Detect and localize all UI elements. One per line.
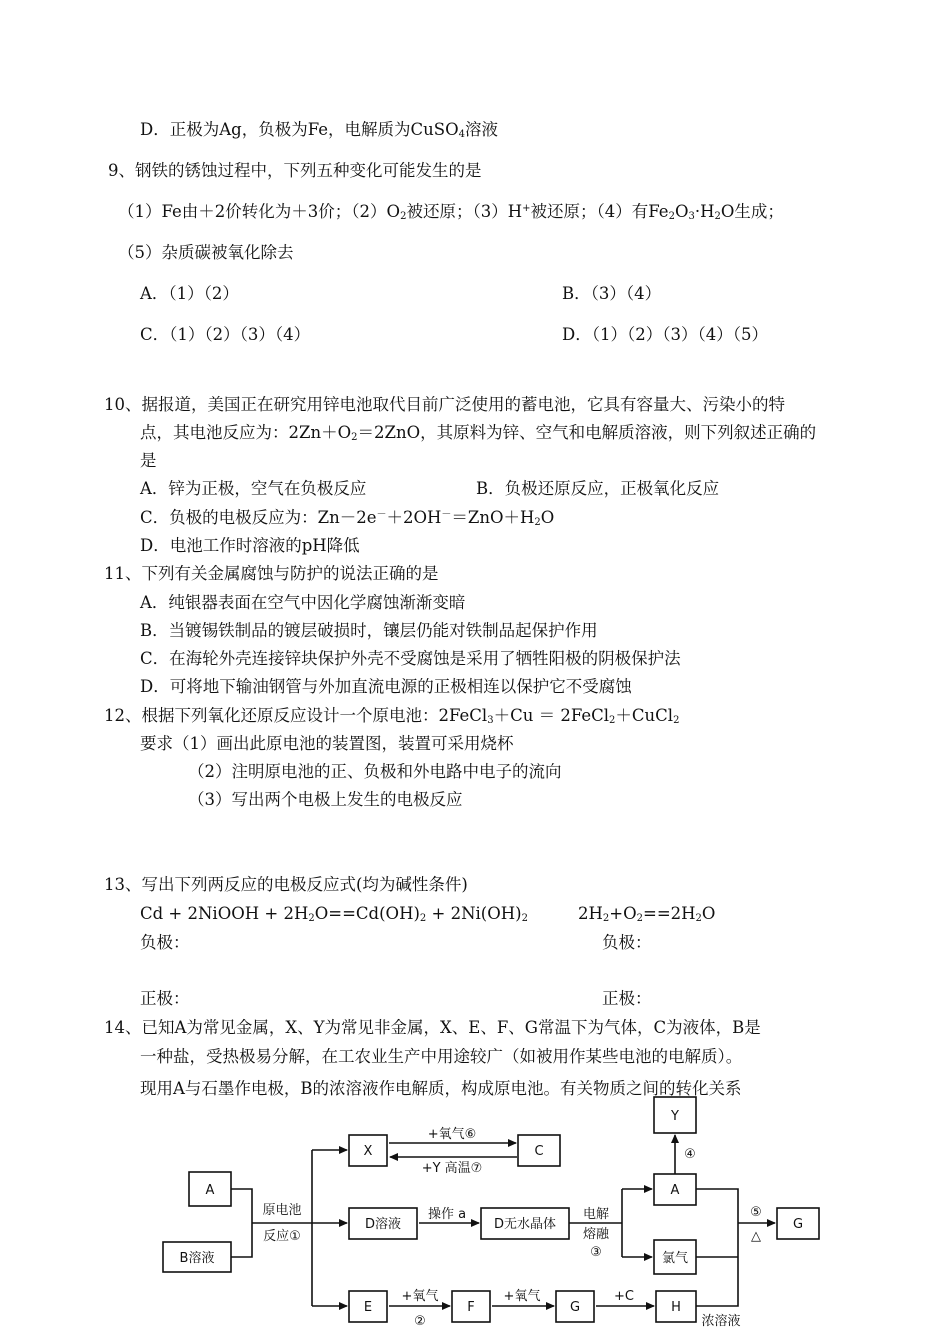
q13-negative-label-1: 负极：: [140, 933, 190, 952]
q9-option-d: D．（1）（2）（3）（4）（5）: [562, 325, 768, 344]
label-y-high-temp-7: +Y 高温⑦: [421, 1161, 483, 1176]
q9-stem: 9、钢铁的锈蚀过程中，下列五种变化可能发生的是: [108, 161, 482, 180]
q10-option-d: D．电池工作时溶液的pH降低: [140, 536, 360, 555]
label-x: X: [363, 1144, 373, 1159]
q13-equation-2: $2H_2+O_2==2H_2O$: [578, 904, 716, 924]
label-oxygen-f: +氧气: [503, 1289, 541, 1304]
connector-right: [696, 1189, 738, 1306]
label-g: G: [792, 1217, 804, 1232]
q12-requirement-2: （2）注明原电池的正、负极和外电路中电子的流向: [188, 762, 562, 781]
label-c: C: [534, 1144, 544, 1159]
q10-stem-line1: 10、据报道，美国正在研究用锌电池取代目前广泛使用的蓄电池，它具有容量大、污染小的特: [104, 395, 785, 414]
q13-positive-label-2: 正极：: [602, 989, 652, 1008]
label-d-crystal: D无水晶体: [493, 1217, 557, 1232]
label-molten: 熔融: [582, 1227, 610, 1242]
label-y: Y: [671, 1109, 679, 1124]
q14-stem-line3: 现用A与石墨作电极，B的浓溶液作电解质，构成原电池。有关物质之间的转化关系: [140, 1079, 742, 1098]
q9-option-b: B．（3）（4）: [562, 284, 662, 303]
q9-items-line1: （1）Fe由＋2价转化为＋3价；$(2)O_2$被还原；（3）H+被还原；（4）有$Fe_2O_3\cdot H_2O$生成；: [118, 202, 784, 222]
q10-option-c: C．负极的电极反应为：$Zn-2e^-+2OH^-=ZnO+H_2O$: [140, 508, 555, 528]
q10-stem-line2: 点，其电池反应为：$2Zn+O_2=2ZnO$，其原料为锌、空气和电解质溶液，则下列叙述正确的: [140, 423, 817, 443]
q11-option-a: A．纯银器表面在空气中因化学腐蚀渐渐变暗: [140, 593, 466, 612]
q13-positive-label-1: 正极：: [140, 989, 190, 1008]
label-concentrated-solution: 浓溶液: [701, 1314, 741, 1329]
q10-option-b: B．负极还原反应，正极氧化反应: [476, 479, 720, 498]
label-step-4: ④: [684, 1147, 696, 1162]
q13-negative-label-2: 负极：: [602, 933, 652, 952]
q14-stem-line2: 一种盐，受热极易分解，在工农业生产中用途较广（如被用作某些电池的电解质）。: [140, 1047, 743, 1066]
label-heat: △: [751, 1229, 761, 1244]
label-plus-c: +C: [614, 1289, 634, 1304]
q9-items-line2: （5）杂质碳被氧化除去: [118, 243, 294, 262]
connector-a-b: [231, 1189, 252, 1257]
label-a: A: [205, 1183, 215, 1198]
q13-equation-1: Cd + 2NiOOH + $2H_2O==Cd(OH)_2 + 2Ni(OH)_2$: [140, 904, 528, 924]
label-e: E: [363, 1300, 373, 1315]
q9-option-a: A．（1）（2）: [140, 284, 239, 303]
label-chlorine: 氯气: [661, 1251, 689, 1266]
label-f: F: [467, 1300, 475, 1315]
q9-option-c: C．（1）（2）（3）（4）: [140, 325, 311, 344]
label-a2: A: [670, 1183, 680, 1198]
label-primary-cell: 原电池: [262, 1203, 302, 1218]
label-h: H: [671, 1300, 681, 1315]
q11-option-c: C．在海轮外壳连接锌块保护外壳不受腐蚀是采用了牺牲阳极的阴极保护法: [140, 649, 681, 668]
label-d-solution: D溶液: [364, 1217, 402, 1232]
q11-stem: 11、下列有关金属腐蚀与防护的说法正确的是: [104, 564, 439, 583]
q8-option-d: D．正极为Ag，负极为Fe，电解质为CuSO$_4$溶液: [140, 120, 498, 140]
label-reaction-1: 反应①: [263, 1229, 301, 1244]
q12-requirement-3: （3）写出两个电极上发生的电极反应: [188, 790, 463, 809]
label-g2: G: [569, 1300, 581, 1315]
label-electrolysis: 电解: [582, 1207, 610, 1222]
q10-option-a: A．锌为正极，空气在负极反应: [140, 479, 367, 498]
label-operation-a: 操作 a: [427, 1207, 467, 1222]
label-step-2: ②: [414, 1314, 426, 1329]
q10-stem-line3: 是: [140, 451, 157, 470]
label-oxygen-2: +氧气: [401, 1289, 439, 1304]
label-oxygen-6: +氧气⑥: [427, 1127, 477, 1142]
q14-stem-line1: 14、已知A为常见金属，X、Y为常见非金属，X、E、F、G常温下为气体，C为液体，B是: [104, 1018, 761, 1037]
q12-requirement-1: 要求（1）画出此原电池的装置图，装置可采用烧杯: [140, 734, 514, 753]
label-step-3: ③: [590, 1245, 602, 1260]
q12-stem: 12、根据下列氧化还原反应设计一个原电池：2FeCl$_3$＋Cu ＝ 2FeCl$_2$＋CuCl$_2$: [104, 706, 680, 726]
q13-stem: 13、写出下列两反应的电极反应式(均为碱性条件): [104, 875, 468, 894]
q11-option-b: B．当镀锡铁制品的镀层破损时，镶层仍能对铁制品起保护作用: [140, 621, 598, 640]
q11-option-d: D．可将地下输油钢管与外加直流电源的正极相连以保护它不受腐蚀: [140, 677, 632, 696]
label-b-solution: B溶液: [179, 1251, 215, 1266]
label-step-5: ⑤: [750, 1205, 762, 1220]
